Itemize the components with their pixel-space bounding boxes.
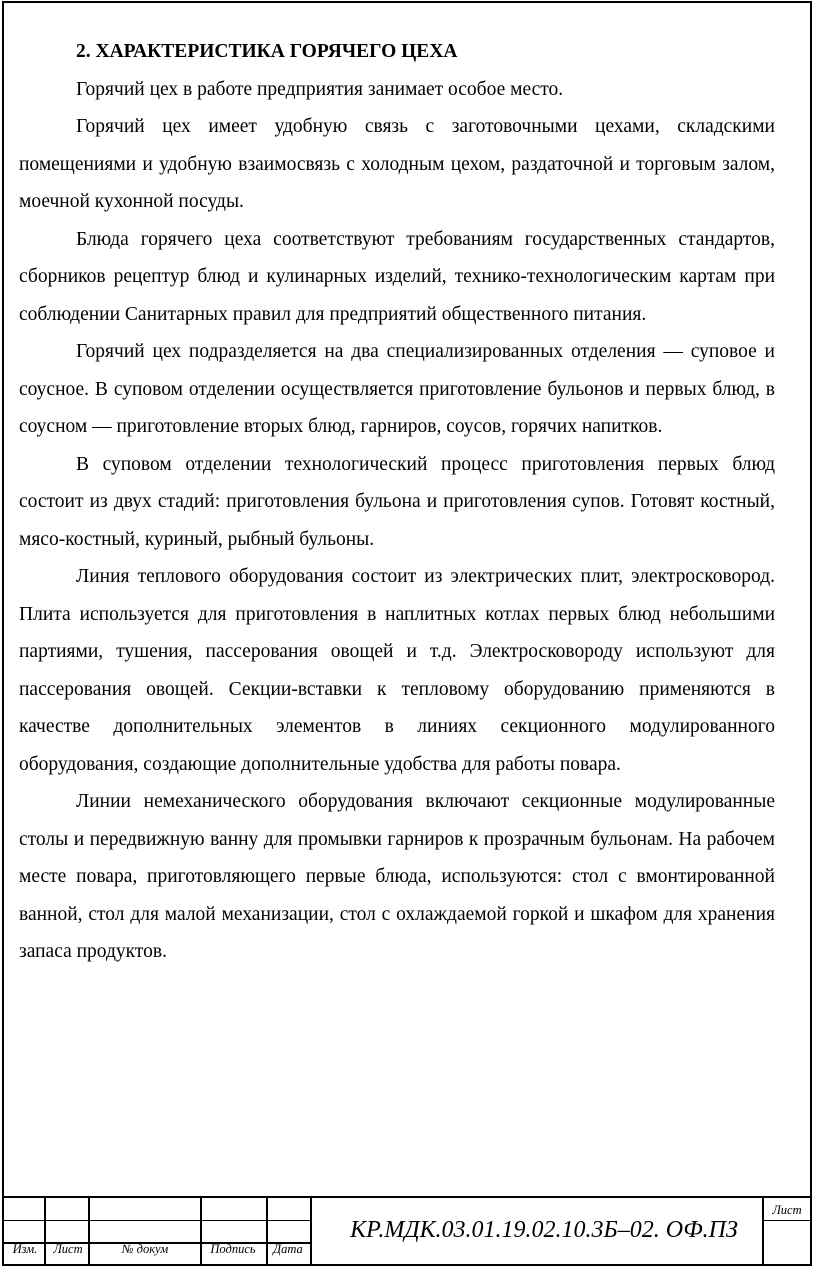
stamp-date-label: Дата <box>273 1242 303 1256</box>
paragraph: Линии немеханического оборудования включают секционные модулированные столы и передвижную ванну для промывки гарниров к прозрачным бульонам. На рабочем месте повара, приготовляющего первые блюда, используются: стол с вмонтированной ванной, стол для малой механизации, стол с охлаждаемой горкой и шкафом для хранения запаса продуктов. <box>19 791 775 962</box>
section-heading: 2. ХАРАКТЕРИСТИКА ГОРЯЧЕГО ЦЕХА <box>76 41 458 62</box>
paragraph: В суповом отделении технологический процесс приготовления первых блюд состоит из двух стадий: приготовления бульона и приготовления супов. Готовят костный, мясо-костный, куриный, рыбный бульоны. <box>19 453 775 550</box>
paragraph: Линия теплового оборудования состоит из электрических плит, электросковород. Плита используется для приготовления в наплитных котлах первых блюд небольшими партиями, тушения, пассерования овощей и т.д. Электросковороду используют для пассерования овощей. Секции-вставки к тепловому оборудованию применяются в качестве дополнительных элементов в линиях секционного модулированного оборудования, создающие дополнительные удобства для работы повара. <box>19 566 775 775</box>
stamp-sign-label: Подпись <box>210 1242 256 1256</box>
document-code: КР.МДК.03.01.19.02.10.3Б–02. ОФ.ПЗ <box>350 1217 738 1243</box>
document-body <box>19 33 775 971</box>
stamp-doc-label: № докум <box>121 1242 169 1256</box>
paragraph: Горячий цех в работе предприятия занимает особое место. <box>76 78 564 100</box>
paragraph: Горячий цех подразделяется на два специализированных отделения — суповое и соусное. В суповом отделении осуществляется приготовление бульонов и первых блюд, в соусном — приготовление вторых блюд, гарниров, соусов, горячих напитков. <box>19 341 775 437</box>
sheet-label: Лист <box>772 1203 802 1217</box>
stamp-list-label: Лист <box>53 1242 83 1256</box>
stamp-izm-label: Изм. <box>12 1242 38 1256</box>
paragraph: Горячий цех имеет удобную связь с заготовочными цехами, складскими помещениями и удобную взаимосвязь с холодным цехом, раздаточной и торговым залом, моечной кухонной посуды. <box>19 116 775 212</box>
paragraph: Блюда горячего цеха соответствуют требованиям государственных стандартов, сборников рецептур блюд и кулинарных изделий, технико-технологическим картам при соблюдении Санитарных правил для предприятий общественного питания. <box>19 228 775 325</box>
